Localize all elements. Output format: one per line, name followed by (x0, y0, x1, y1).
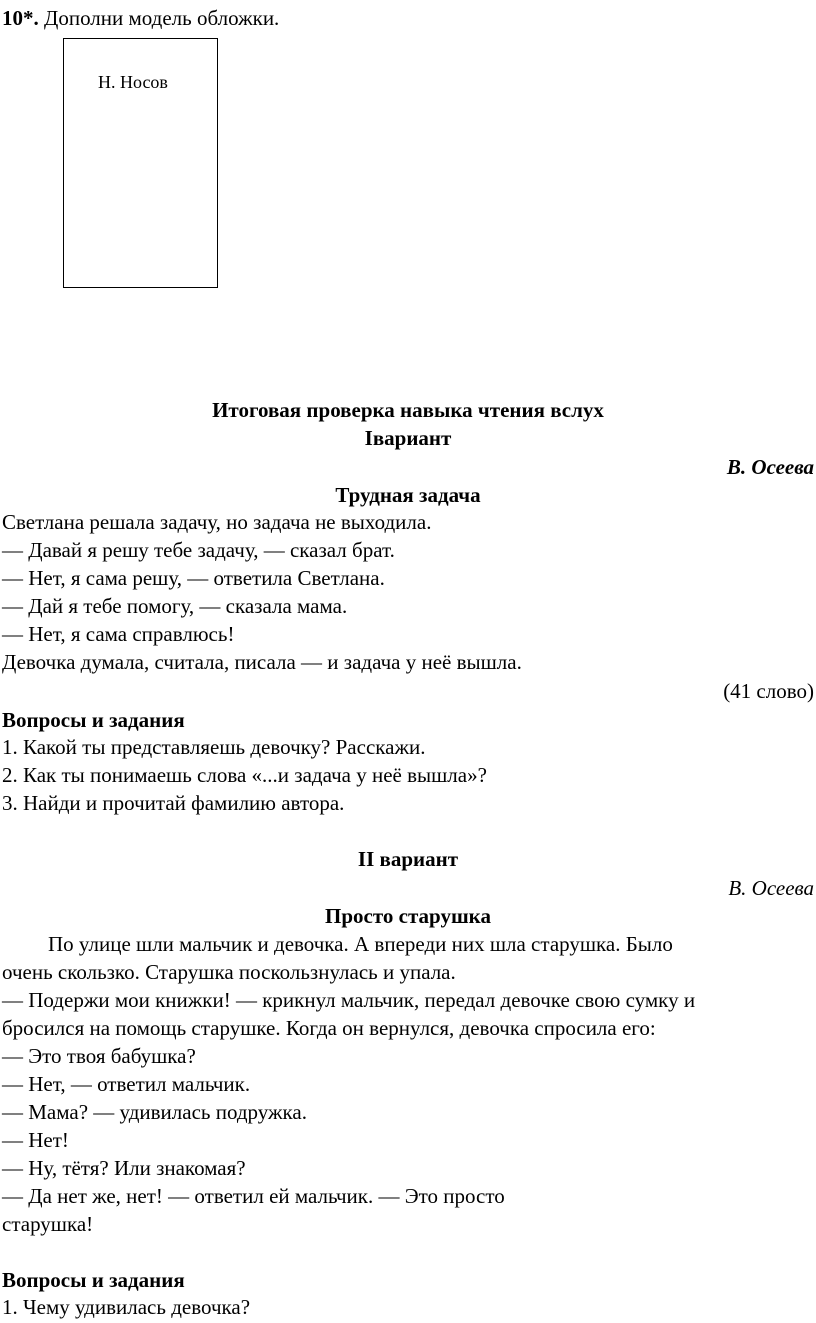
variant1-line: Девочка думала, считала, писала — и задача у неё вышла. (2, 650, 522, 674)
cover-author: Н. Носов (98, 72, 168, 92)
task-line (2, 4, 279, 32)
variant2-line: — Да нет же, нет! — ответил ей мальчик. — Это просто (2, 1184, 505, 1208)
variant2-author: В. Осеева (728, 876, 814, 900)
variant1-story-title: Трудная задача (335, 483, 481, 507)
variant2-line: — Ну, тётя? Или знакомая? (2, 1156, 246, 1180)
page-title: Итоговая проверка навыка чтения вслух (212, 398, 604, 422)
variant2-line: — Нет, — ответил мальчик. (2, 1072, 251, 1096)
variant1-line: — Дай я тебе помогу, — сказала мама. (2, 594, 348, 618)
variant1-author: В. Осеева (726, 455, 814, 479)
variant2-questions-heading: Вопросы и задания (2, 1268, 185, 1292)
variant2-story-title: Просто старушка (325, 904, 491, 928)
variant1-question: 1. Какой ты представляешь девочку? Расскажи. (2, 735, 426, 759)
variant2-question: 1. Чему удивилась девочка? (2, 1295, 251, 1319)
task-number: 10*. (2, 6, 39, 30)
variant2-line: — Это твоя бабушка? (2, 1044, 196, 1068)
task-text: Дополни модель обложки. (38, 6, 280, 30)
variant2-line: старушка! (2, 1212, 94, 1236)
variant2-line: — Нет! (2, 1128, 69, 1152)
variant1-line: — Давай я решу тебе задачу, — сказал брат. (2, 538, 395, 562)
variant1-line: — Нет, я сама справлюсь! (2, 622, 235, 646)
variant1-word-count: (41 слово) (723, 679, 814, 703)
variant1-question: 2. Как ты понимаешь слова «...и задача у неё вышла»? (2, 763, 487, 787)
variant1-question: 3. Найди и прочитай фамилию автора. (2, 791, 345, 815)
variant2-line: очень скользко. Старушка поскользнулась и упала. (2, 960, 456, 984)
variant1-line: — Нет, я сама решу, — ответила Светлана. (2, 566, 385, 590)
variant2-line: — Мама? — удивилась подружка. (2, 1100, 307, 1124)
variant2-line: бросился на помощь старушке. Когда он вернулся, девочка спросила его: (2, 1016, 656, 1040)
variant2-line: — Подержи мои книжки! — крикнул мальчик, передал девочке свою сумку и (2, 988, 696, 1012)
variant1-questions-heading: Вопросы и задания (2, 708, 185, 732)
variant2-line: По улице шли мальчик и девочка. А впереди них шла старушка. Было (48, 932, 673, 956)
variant2-label: II вариант (357, 847, 459, 871)
variant1-label: Iвариант (364, 426, 452, 450)
variant1-line: Светлана решала задачу, но задача не выходила. (2, 510, 432, 534)
book-cover-model (63, 38, 218, 288)
